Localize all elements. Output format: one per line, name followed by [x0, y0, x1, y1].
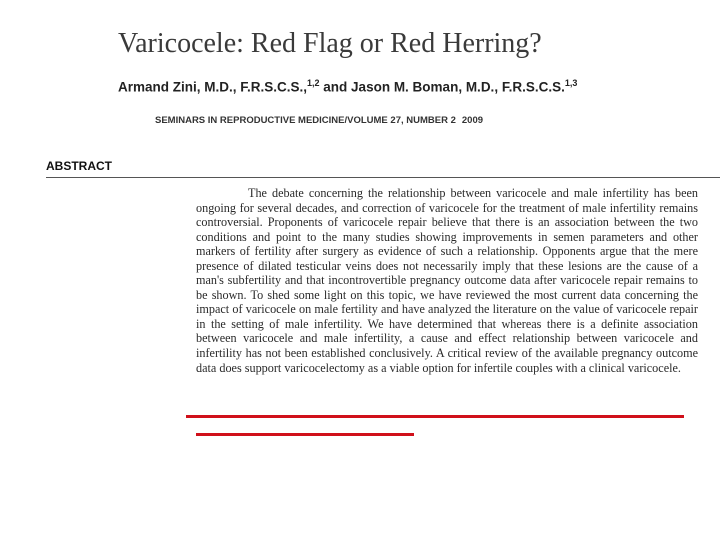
highlight-underline-2 — [196, 433, 414, 436]
paper-title: Varicocele: Red Flag or Red Herring? — [118, 28, 542, 59]
author-line — [118, 78, 577, 95]
abstract-heading: ABSTRACT — [46, 159, 112, 173]
author-name-2: Jason M. Boman, M.D., F.R.S.C.S. — [351, 79, 565, 95]
author-affiliation-2: 1,3 — [564, 78, 578, 88]
author-connector: and — [319, 79, 352, 95]
highlight-underline-1 — [186, 415, 684, 418]
journal-name: SEMINARS IN REPRODUCTIVE MEDICINE/VOLUME 27, NUMBER 2 — [155, 115, 456, 126]
journal-citation — [155, 115, 483, 126]
journal-year: 2009 — [461, 115, 484, 126]
section-divider — [46, 177, 720, 178]
author-affiliation-1: 1,2 — [307, 78, 320, 88]
author-name-1: Armand Zini, M.D., F.R.S.C.S., — [118, 79, 308, 95]
abstract-body: The debate concerning the relationship between varicocele and male infertility has been ongoing for several decades, and correction of varicocele for the treatment of male infertility remains controversial. Proponents of varicocele repair believe that there is an association between the two conditions and point to the many studies showing improvements in semen parameters and other markers of fertility after surgery as evidence of such a relationship. Opponents argue that the mere presence of dilated testicular veins does not necessarily imply that these lesions are the cause of a man's subfertility and that incontrovertible pregnancy outcome data after varicocele repair remains to be shown. To shed some light on this topic, we have reviewed the most current data concerning the impact of varicocele on male fertility and have analyzed the literature on the value of varicocele repair in the setting of male infertility. We have determined that whereas there is a definite association between varicocele and male infertility, a cause and effect relationship between varicocele and infertility has not been established conclusively. A critical review of the available pregnancy outcome data does support varicocelectomy as a viable option for infertile couples with a clinical varicocele. — [196, 186, 698, 375]
